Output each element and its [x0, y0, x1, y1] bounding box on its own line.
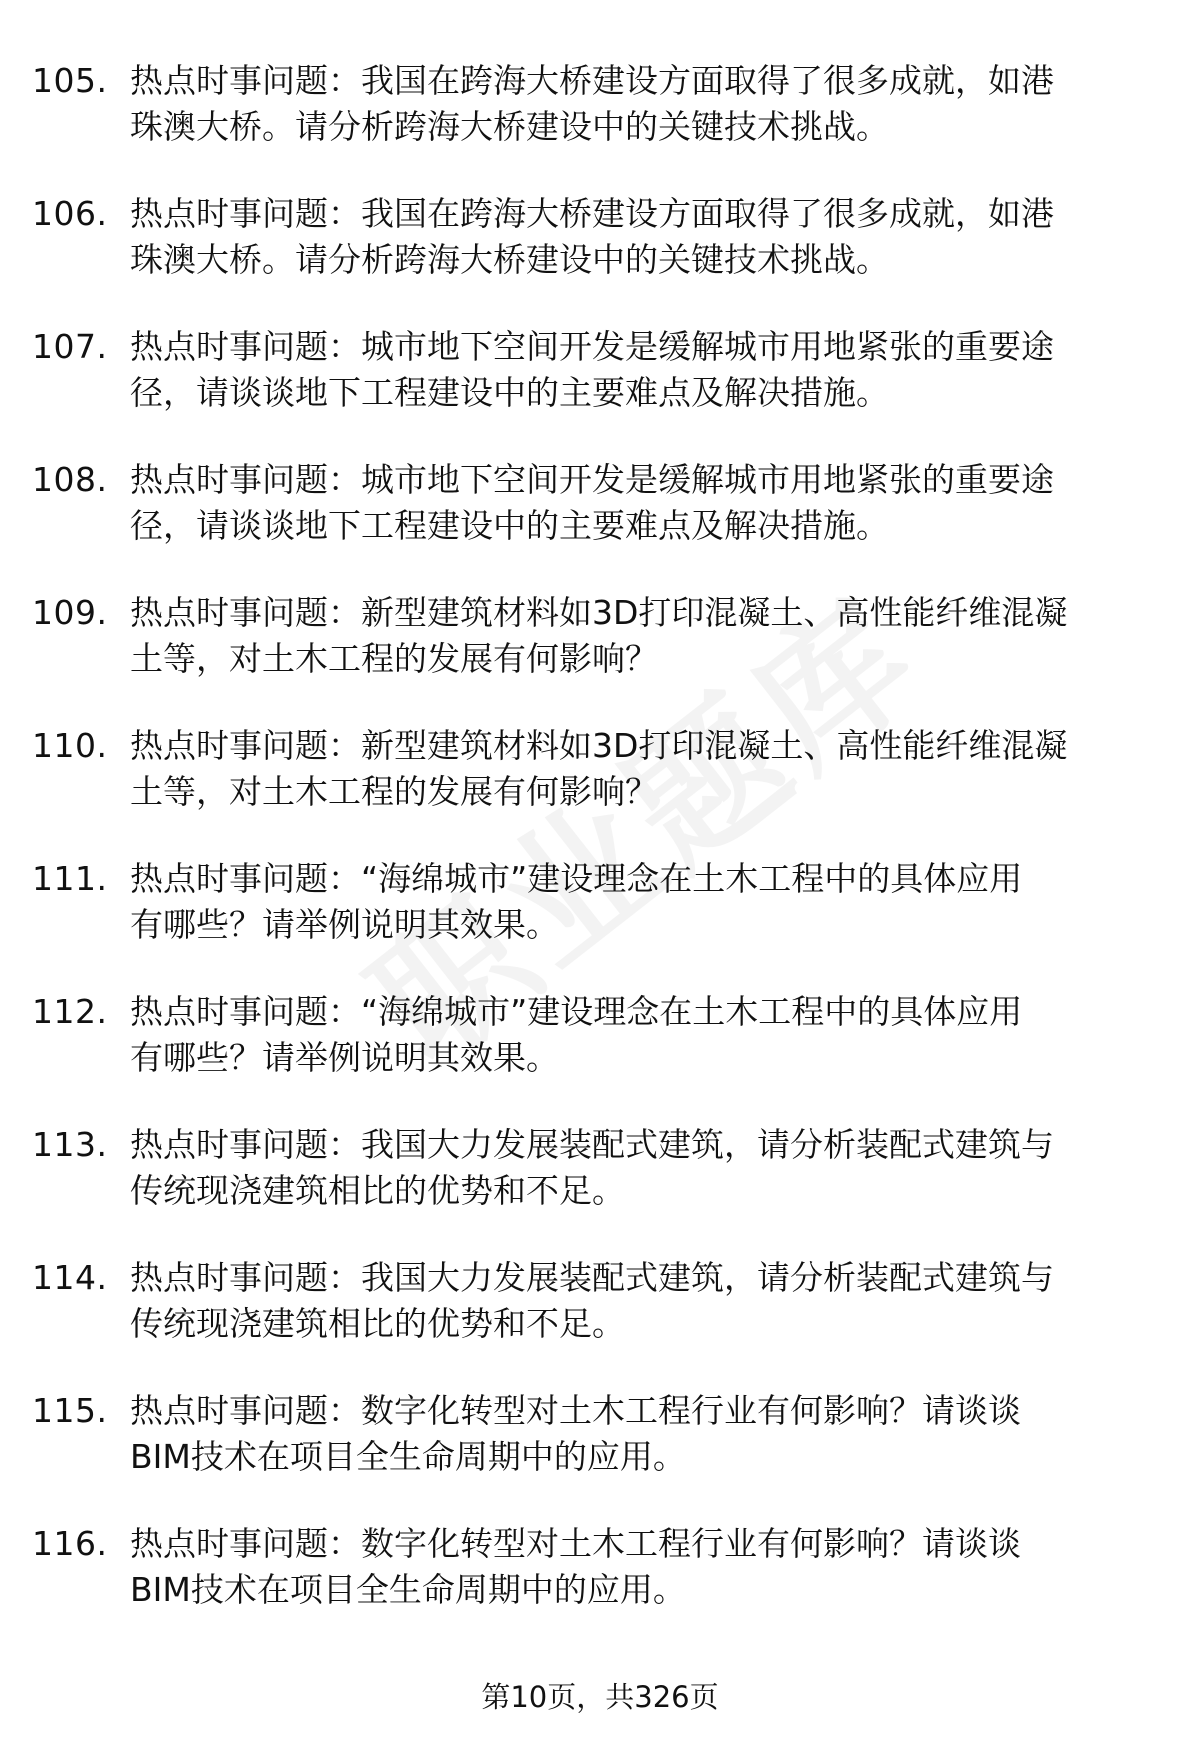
question-line: 热点时事问题：数字化转型对土木工程行业有何影响？请谈谈 — [130, 1391, 1021, 1430]
question-item — [0, 590, 1200, 723]
question-item — [0, 856, 1200, 989]
question-line: 热点时事问题：“海绵城市”建设理念在土木工程中的具体应用 — [130, 859, 1023, 898]
question-text — [130, 324, 1170, 416]
question-line: 热点时事问题：“海绵城市”建设理念在土木工程中的具体应用 — [130, 992, 1023, 1031]
question-line: 热点时事问题：数字化转型对土木工程行业有何影响？请谈谈 — [130, 1524, 1021, 1563]
question-line: 土等，对土木工程的发展有何影响？ — [130, 772, 658, 811]
question-item — [0, 1388, 1200, 1521]
question-item — [0, 324, 1200, 457]
question-line: 传统现浇建筑相比的优势和不足。 — [130, 1304, 625, 1343]
question-line: 径，请谈谈地下工程建设中的主要难点及解决措施。 — [130, 506, 889, 545]
question-text — [130, 1521, 1170, 1613]
question-line: 热点时事问题：新型建筑材料如3D打印混凝土、高性能纤维混凝 — [130, 726, 1068, 765]
question-item — [0, 191, 1200, 324]
question-text — [130, 1255, 1170, 1347]
question-line: 热点时事问题：城市地下空间开发是缓解城市用地紧张的重要途 — [130, 327, 1054, 366]
question-text — [130, 590, 1170, 682]
question-line: 土等，对土木工程的发展有何影响？ — [130, 639, 658, 678]
question-number: 109. — [32, 593, 108, 632]
question-text — [130, 723, 1170, 815]
question-number: 107. — [32, 327, 108, 366]
question-number: 108. — [32, 460, 108, 499]
question-item — [0, 1255, 1200, 1388]
question-line: 热点时事问题：我国大力发展装配式建筑，请分析装配式建筑与 — [130, 1125, 1054, 1164]
question-line: 热点时事问题：我国在跨海大桥建设方面取得了很多成就，如港 — [130, 61, 1054, 100]
question-line: BIM技术在项目全生命周期中的应用。 — [130, 1437, 686, 1476]
question-number: 115. — [32, 1391, 108, 1430]
question-line: 传统现浇建筑相比的优势和不足。 — [130, 1171, 625, 1210]
question-number: 110. — [32, 726, 108, 765]
question-number: 111. — [32, 859, 108, 898]
question-item — [0, 457, 1200, 590]
page-number: 第10页，共326页 — [481, 1680, 719, 1714]
question-line: 热点时事问题：新型建筑材料如3D打印混凝土、高性能纤维混凝 — [130, 593, 1068, 632]
question-line: 珠澳大桥。请分析跨海大桥建设中的关键技术挑战。 — [130, 107, 889, 146]
question-number: 106. — [32, 194, 108, 233]
question-line: 有哪些？请举例说明其效果。 — [130, 1038, 559, 1077]
question-text — [130, 58, 1170, 150]
question-text — [130, 856, 1170, 948]
question-number: 114. — [32, 1258, 108, 1297]
question-item — [0, 58, 1200, 191]
question-text — [130, 1388, 1170, 1480]
question-list — [0, 58, 1200, 1654]
question-text — [130, 191, 1170, 283]
question-number: 112. — [32, 992, 108, 1031]
question-line: 珠澳大桥。请分析跨海大桥建设中的关键技术挑战。 — [130, 240, 889, 279]
question-text — [130, 457, 1170, 549]
question-line: BIM技术在项目全生命周期中的应用。 — [130, 1570, 686, 1609]
question-number: 113. — [32, 1125, 108, 1164]
question-item — [0, 989, 1200, 1122]
question-line: 有哪些？请举例说明其效果。 — [130, 905, 559, 944]
question-item — [0, 1521, 1200, 1654]
question-line: 热点时事问题：我国大力发展装配式建筑，请分析装配式建筑与 — [130, 1258, 1054, 1297]
question-line: 热点时事问题：城市地下空间开发是缓解城市用地紧张的重要途 — [130, 460, 1054, 499]
question-line: 热点时事问题：我国在跨海大桥建设方面取得了很多成就，如港 — [130, 194, 1054, 233]
question-number: 116. — [32, 1524, 108, 1563]
question-number: 105. — [32, 61, 108, 100]
question-line: 径，请谈谈地下工程建设中的主要难点及解决措施。 — [130, 373, 889, 412]
question-item — [0, 723, 1200, 856]
question-text — [130, 1122, 1170, 1214]
question-item — [0, 1122, 1200, 1255]
question-text — [130, 989, 1170, 1081]
